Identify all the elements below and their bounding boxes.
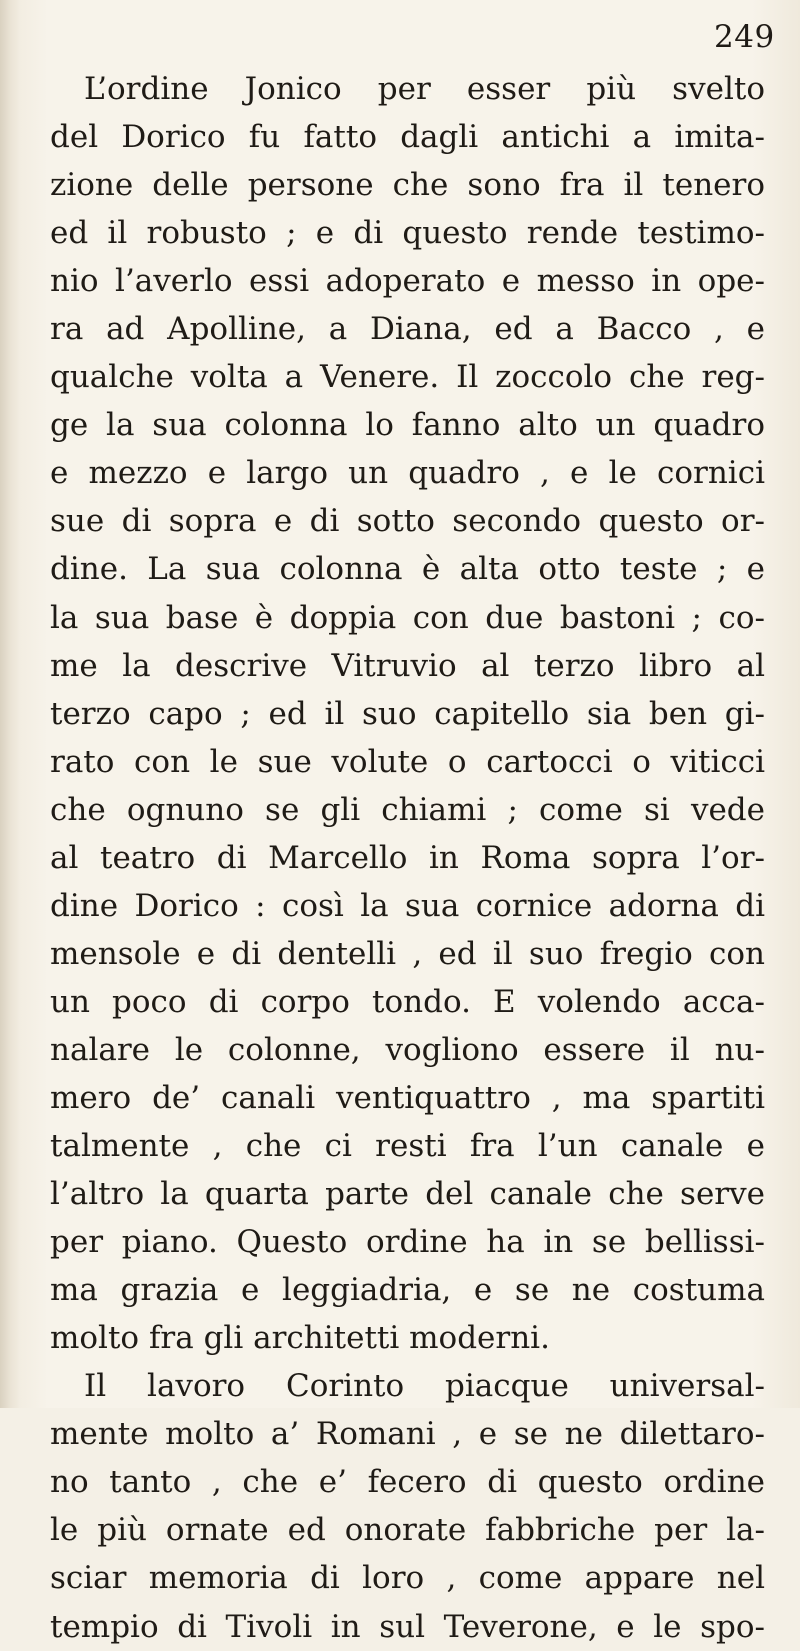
text-line: rato con le sue volute o cartocci o viticci <box>50 743 765 780</box>
text-line: ge la sua colonna lo fanno alto un quadro <box>50 407 765 444</box>
text-line: mensole e di dentelli , ed il suo fregio con <box>50 935 765 972</box>
text-line: le più ornate ed onorate fabbriche per la- <box>50 1512 765 1549</box>
text-line: nalare le colonne, vogliono essere il nu- <box>50 1031 765 1068</box>
body-text <box>50 65 765 1651</box>
text-line: L’ordine Jonico per esser più svelto <box>84 71 765 107</box>
text-line: sue di sopra e di sotto secondo questo or- <box>50 503 765 540</box>
text-line: no tanto , che e’ fecero di questo ordine <box>50 1464 765 1501</box>
text-line: qualche volta a Venere. Il zoccolo che reg- <box>50 359 765 396</box>
text-line: un poco di corpo tondo. E volendo acca- <box>50 983 765 1020</box>
text-line: ma grazia e leggiadria, e se ne costuma <box>50 1272 765 1309</box>
page-number: 249 <box>714 19 775 55</box>
text-line: nio l’averlo essi adoperato e messo in ope- <box>50 263 765 300</box>
text-line: che ognuno se gli chiami ; come si vede <box>50 791 765 828</box>
text-line: Il lavoro Corinto piacque universal- <box>84 1368 765 1405</box>
text-line: dine. La sua colonna è alta otto teste ; e <box>50 551 765 588</box>
text-line: al teatro di Marcello in Roma sopra l’or- <box>50 839 765 876</box>
text-line: per piano. Questo ordine ha in se bellissi- <box>50 1224 765 1261</box>
text-line: la sua base è doppia con due bastoni ; co- <box>50 599 765 636</box>
text-line: mero de’ canali ventiquattro , ma spartiti <box>50 1079 765 1116</box>
text-line: dine Dorico : così la sua cornice adorna di <box>50 887 765 924</box>
text-line: e mezzo e largo un quadro , e le cornici <box>50 455 765 492</box>
text-line: mente molto a’ Romani , e se ne dilettaro- <box>50 1416 765 1453</box>
text-line: molto fra gli architetti moderni. <box>50 1320 550 1357</box>
text-line: l’altro la quarta parte del canale che serve <box>50 1176 765 1213</box>
text-line: ra ad Apolline, a Diana, ed a Bacco , e <box>50 311 765 348</box>
text-line: tempio di Tivoli in sul Teverone, e le spo- <box>50 1608 765 1645</box>
text-line: ed il robusto ; e di questo rende testimo- <box>50 215 765 252</box>
paragraph <box>50 65 765 1362</box>
page-gutter-shadow <box>0 0 20 1408</box>
paragraph <box>50 1362 765 1650</box>
text-line: del Dorico fu fatto dagli antichi a imita- <box>50 119 765 156</box>
text-line: sciar memoria di loro , come appare nel <box>50 1560 765 1597</box>
text-line: me la descrive Vitruvio al terzo libro al <box>50 647 765 684</box>
text-line: zione delle persone che sono fra il tenero <box>50 167 765 204</box>
text-line: terzo capo ; ed il suo capitello sia ben gi- <box>50 695 765 732</box>
text-line: talmente , che ci resti fra l’un canale e <box>50 1128 765 1165</box>
